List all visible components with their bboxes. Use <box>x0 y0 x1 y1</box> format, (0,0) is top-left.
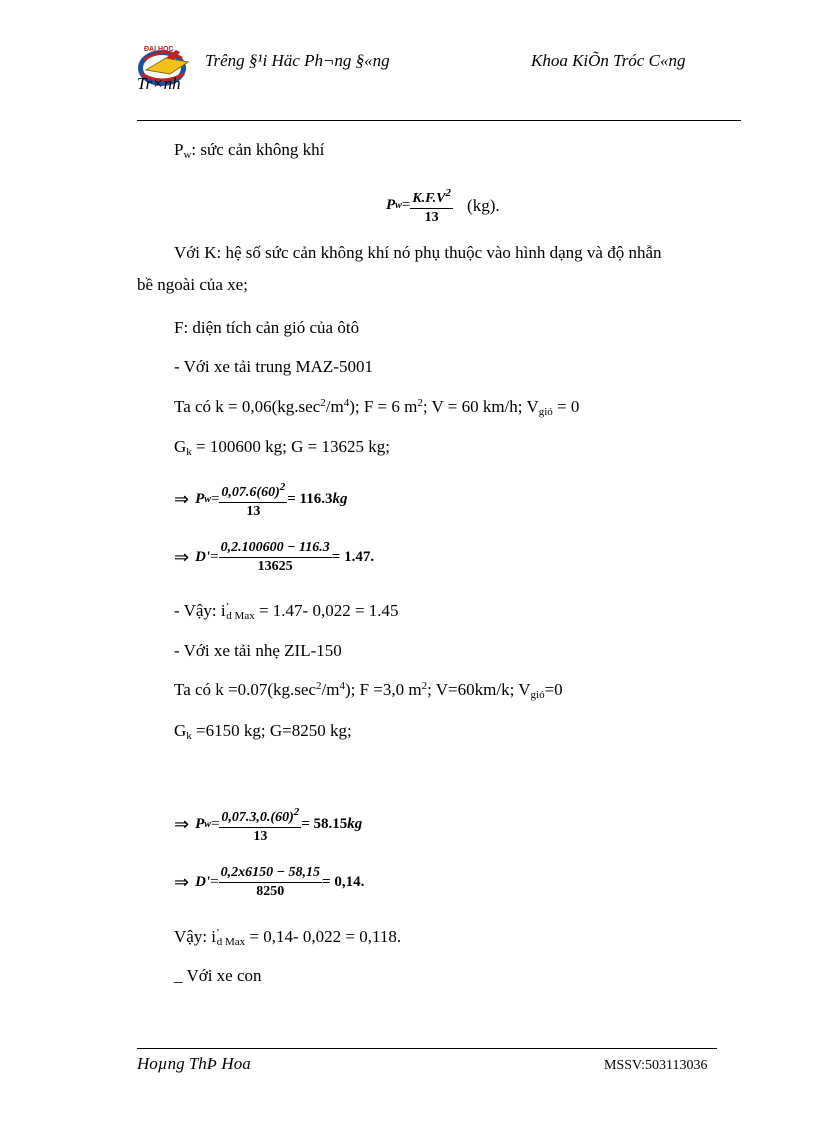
implies-icon: ⇒ <box>174 547 190 567</box>
header-school-name-cont: Tr×nh <box>137 74 181 93</box>
formula-d-zil: ⇒ D' = $\frac{0,2x6150 - 58,15}{8250}$ = 0,14. <box>174 865 365 899</box>
header-rule <box>137 120 741 121</box>
implies-icon: ⇒ <box>174 872 190 892</box>
text-line: $P_w$: sức cản không khí <box>174 140 325 161</box>
implies-icon: ⇒ <box>174 489 190 509</box>
text-line: - Với xe tải trung MAZ-5001 <box>174 357 373 376</box>
text-line: - Với xe tải nhẹ ZIL-150 <box>174 641 342 660</box>
formula-pw-maz: ⇒ P w = $\frac{0,07.6(60)^2}{13}$ = 116.3 kg <box>174 478 347 521</box>
text-line: Với K: hệ số sức cản không khí nó phụ thuộc vào hình dạng và độ nhẫn <box>174 243 662 262</box>
implies-icon: ⇒ <box>174 814 190 834</box>
text-line: Ta có $k =0.07(kg.\sec^2/m^4)$; F =3,0 $m^2$; V=60km/k; $V_{gió}=0$ <box>174 680 563 701</box>
text-line: bề ngoài của xe; <box>137 275 248 294</box>
footer-rule <box>137 1048 717 1049</box>
text-line: F: diện tích cản gió của ôtô <box>174 318 360 337</box>
formula-pw-zil: ⇒ P w = $\frac{0,07.3,0.(60)^2}{13}$ = 58.15 kg <box>174 803 362 846</box>
text-line: - Vậy: $i^’_{d Max} = 1.47-$ 0,022 = 1.45 <box>174 601 399 622</box>
formula-air-resistance: P w = $\frac{K.F.V^2}{13}$ (kg). <box>386 184 500 227</box>
text-line: $G_k =6150$ kg; G=8250 kg; <box>174 721 352 742</box>
footer-author: Hoµng ThÞ Hoa <box>137 1054 251 1073</box>
text-line: $G_k = 100600$ kg; G = 13625 kg; <box>174 437 390 458</box>
formula-d-maz: ⇒ D' = $\frac{0,2.100600 - 116.3}{13625}$ = 1.47. <box>174 540 375 574</box>
text-line: Ta có $k = 0,06(kg.\sec^2/m^4)$; F = 6 $m^2$; V = 60 km/h; $V_{gió} = 0$ <box>174 397 580 418</box>
text-line: Vậy: $i^’_{d Max} = 0,14-$ 0,022 = 0,118. <box>174 927 402 948</box>
footer-student-id: MSSV:503113036 <box>604 1058 708 1073</box>
text-line: _ Với xe con <box>174 966 262 985</box>
logo-text: ĐẠI HỌC <box>144 46 174 53</box>
header-school-name: Trêng §¹i Häc Ph¬ng §«ng <box>205 51 390 70</box>
header-faculty-name: Khoa KiÕn Tróc C«ng <box>531 51 686 70</box>
